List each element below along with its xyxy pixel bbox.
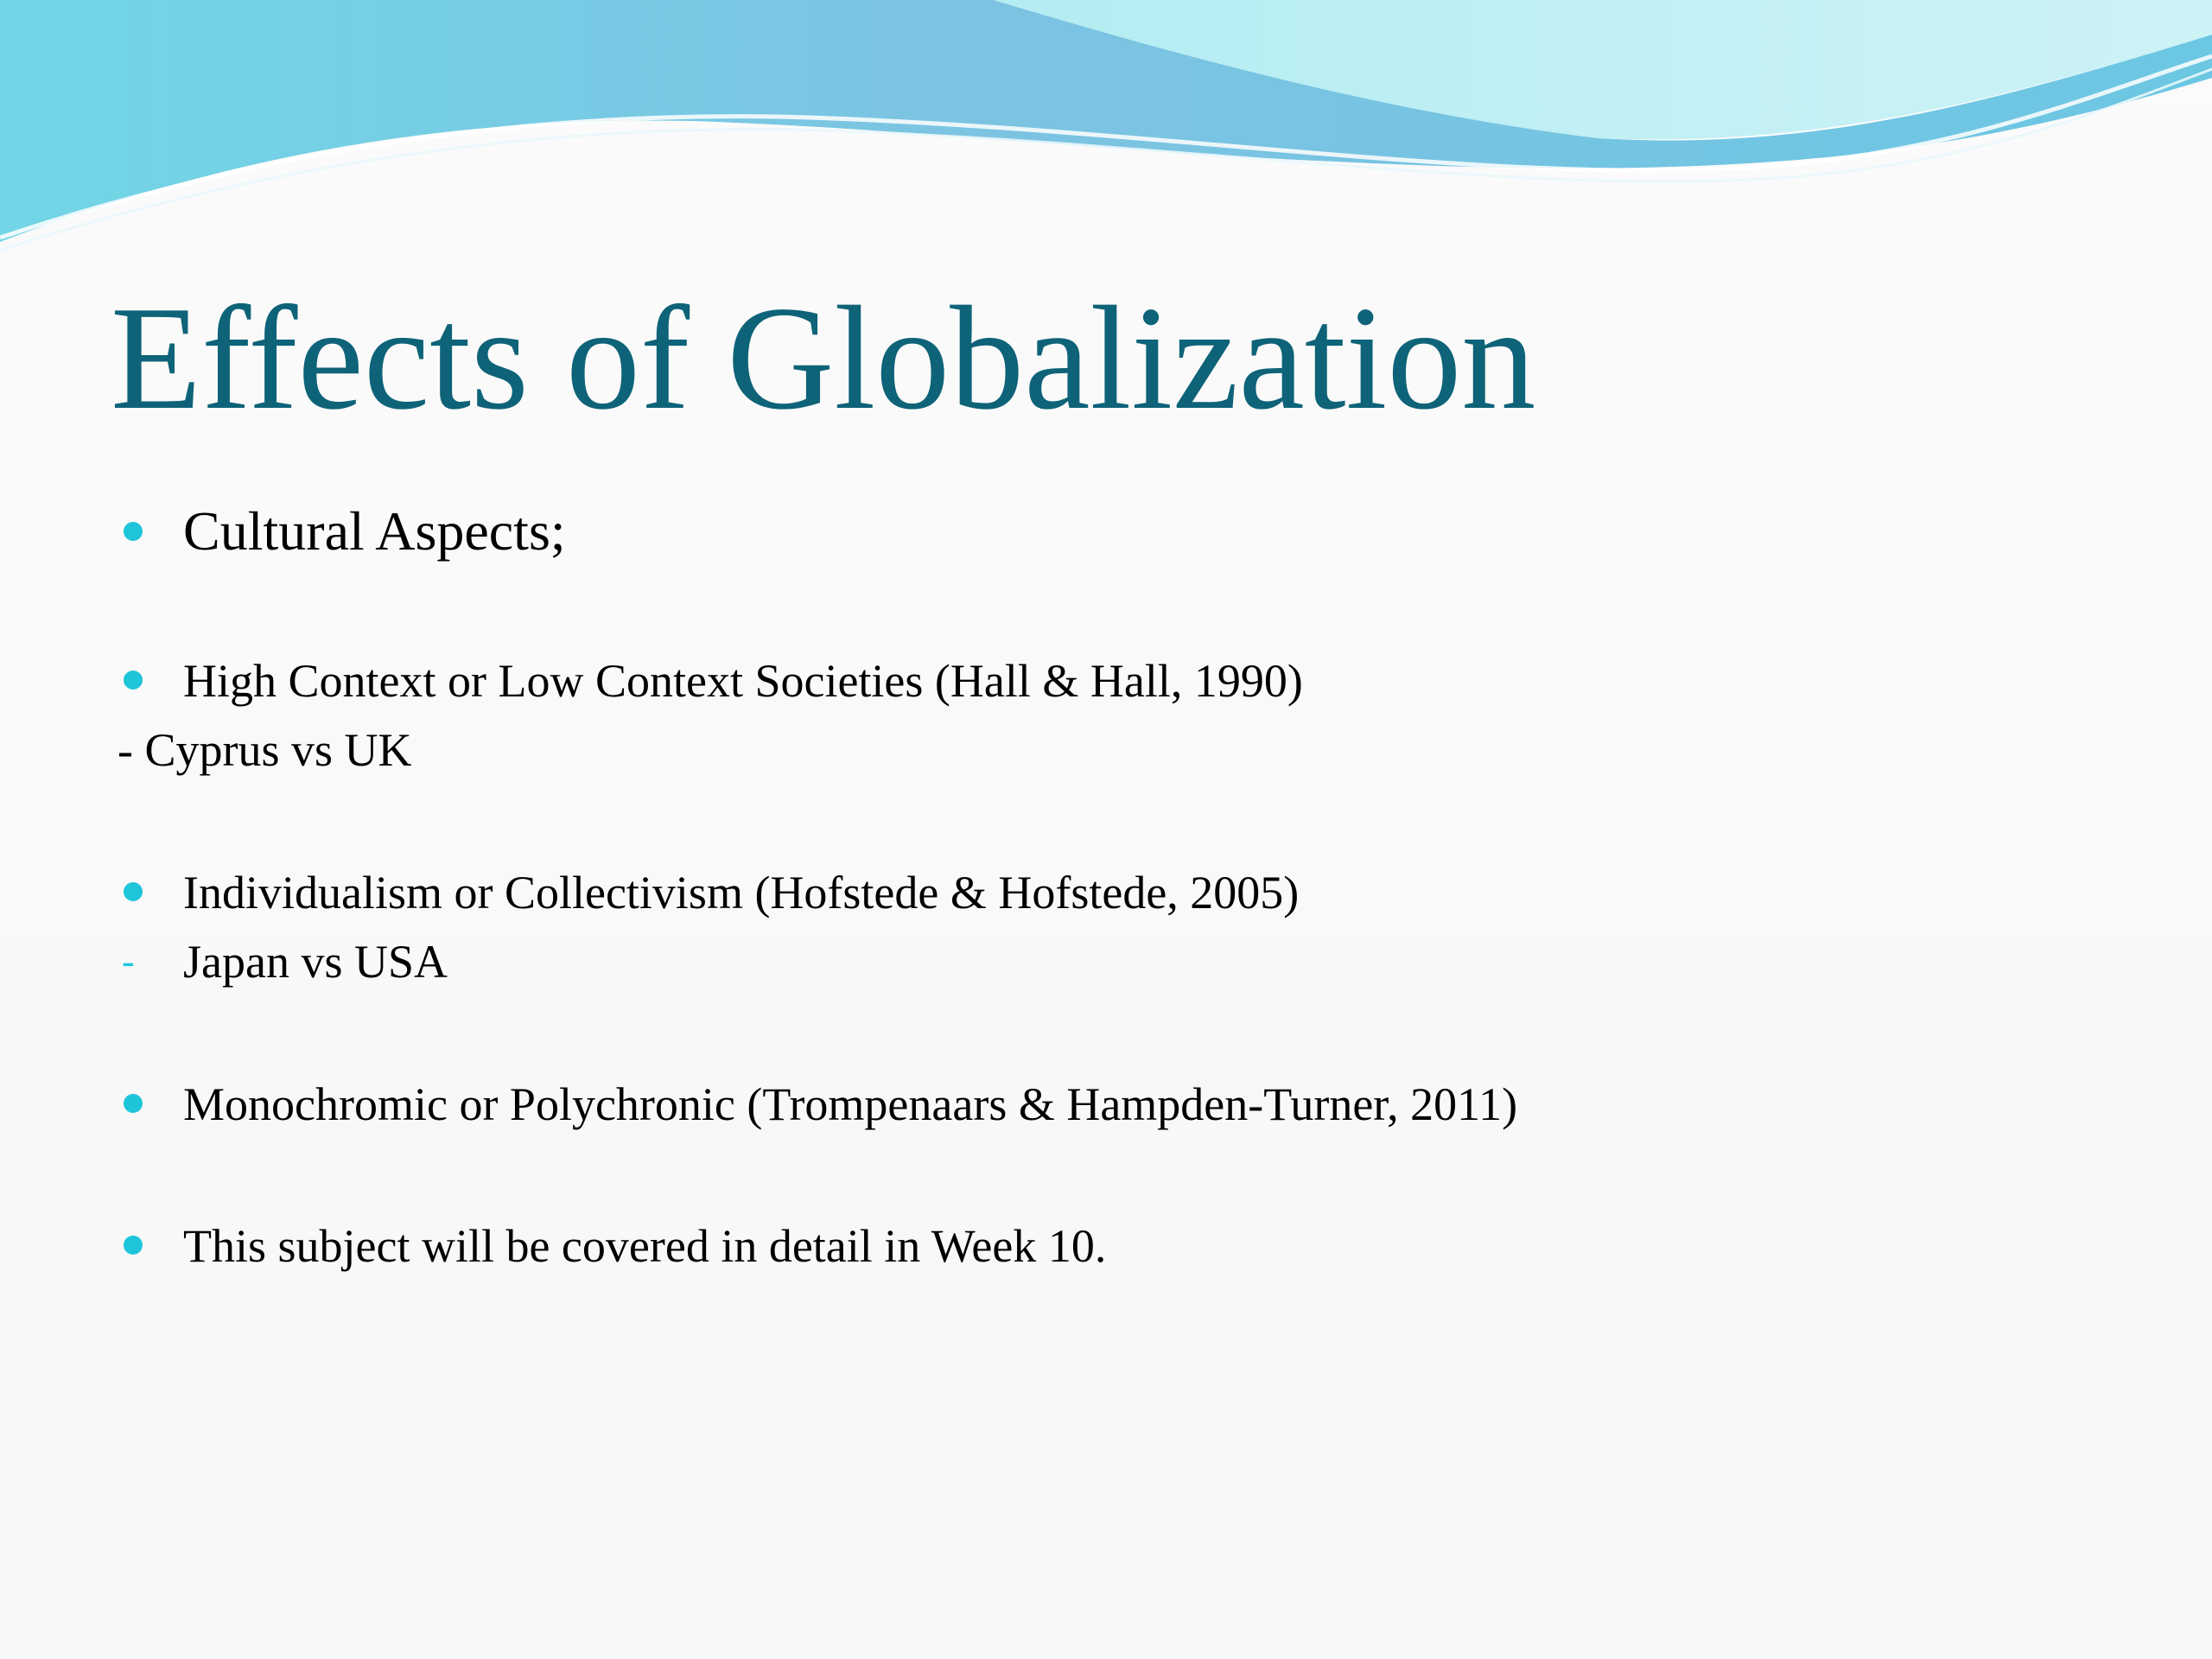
list-item-text: Monochromic or Polychronic (Trompenaars & Hampden-Turner, 2011) [183, 1078, 1518, 1130]
list-item-text: High Context or Low Context Societies (Hall & Hall, 1990) [183, 655, 1303, 707]
bullet-dot [124, 671, 143, 690]
list-item-text: Cultural Aspects; [183, 500, 566, 562]
bullet-dot [124, 1094, 143, 1113]
dash-marker: - [122, 940, 135, 982]
list-item-text: Japan vs USA [183, 936, 448, 988]
slide-title: Effects of Globalization [111, 276, 1536, 441]
list-item-text: Individualism or Collectivism (Hofstede & Hofstede, 2005) [183, 867, 1300, 918]
list-item-text: This subject will be covered in detail in Week 10. [183, 1220, 1107, 1272]
list-item-text: - Cyprus vs UK [118, 724, 412, 776]
bullet-dot [124, 1236, 143, 1255]
bullet-dot [124, 882, 143, 901]
bullet-dot [124, 522, 143, 541]
